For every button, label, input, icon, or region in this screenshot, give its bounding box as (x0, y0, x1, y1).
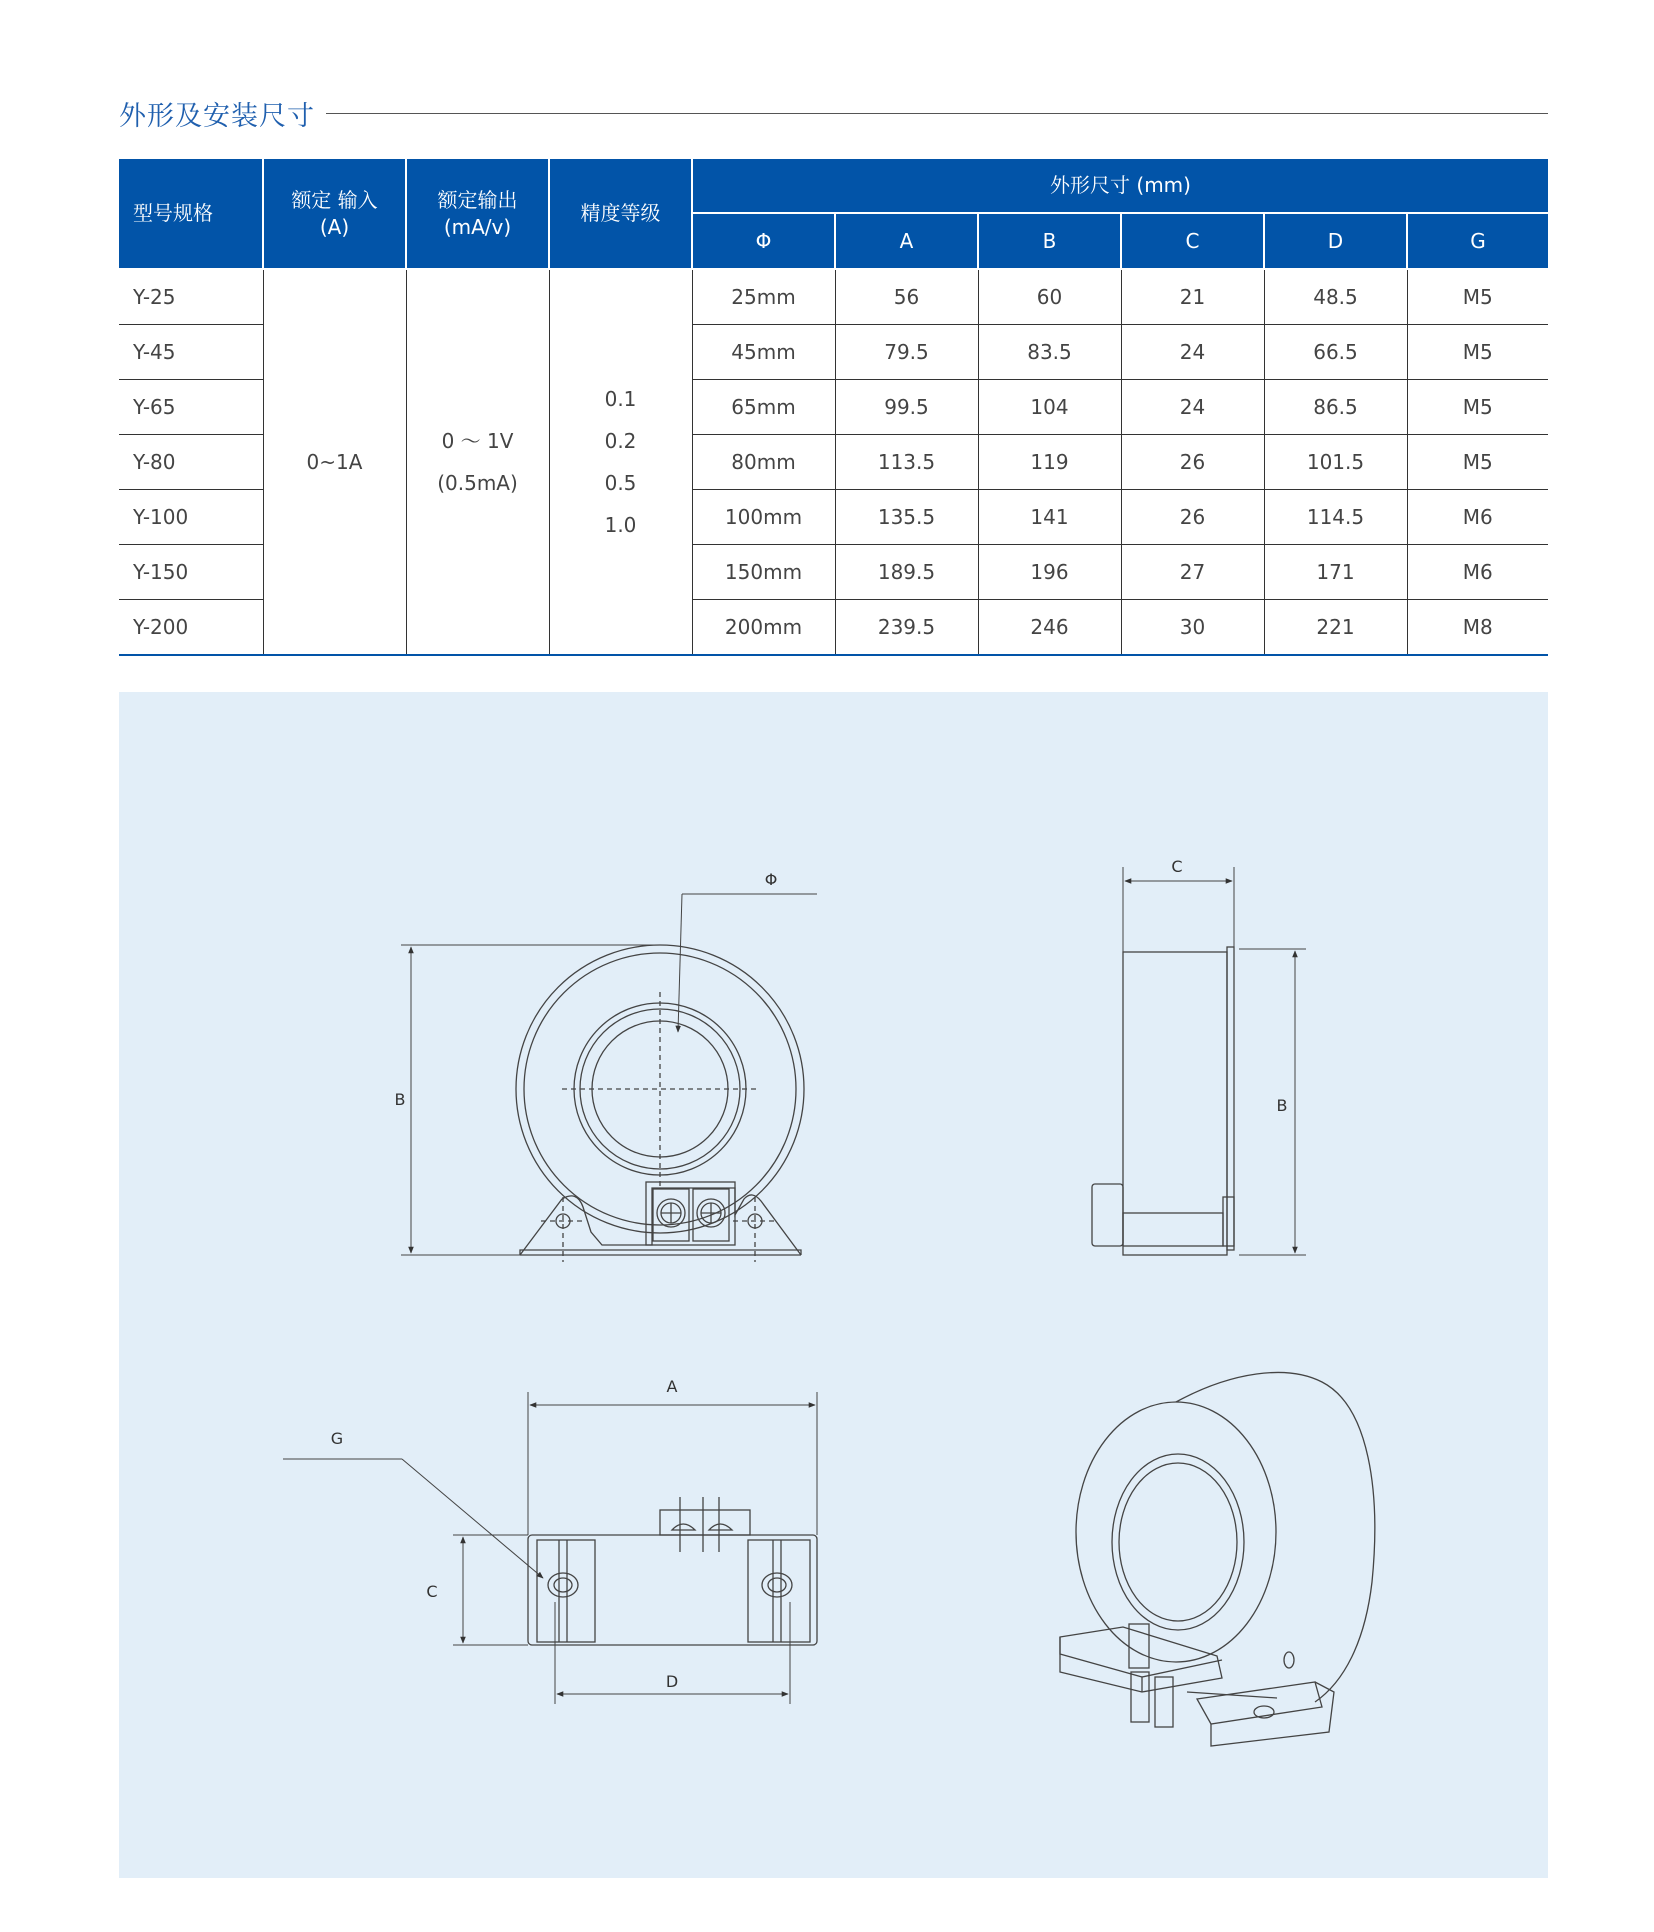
cell-c: 30 (1121, 600, 1264, 656)
cell-d: 114.5 (1264, 490, 1407, 545)
cell-b: 119 (978, 435, 1121, 490)
header-accuracy: 精度等级 (549, 159, 692, 269)
cell-c: 26 (1121, 490, 1264, 545)
cell-g: M6 (1407, 545, 1548, 600)
header-d: D (1264, 213, 1407, 269)
cell-a: 99.5 (835, 380, 978, 435)
cell-d: 66.5 (1264, 325, 1407, 380)
cell-b: 83.5 (978, 325, 1121, 380)
header-model: 型号规格 (119, 159, 263, 269)
cell-d: 101.5 (1264, 435, 1407, 490)
cell-c: 24 (1121, 325, 1264, 380)
cell-d: 48.5 (1264, 269, 1407, 325)
bottom-view (283, 1392, 817, 1704)
cell-model: Y-45 (119, 325, 263, 380)
cell-d: 221 (1264, 600, 1407, 656)
label-c-bottom: C (426, 1582, 438, 1601)
header-g: G (1407, 213, 1548, 269)
cell-a: 56 (835, 269, 978, 325)
header-rated-output: 额定输出 (mA/v) (406, 159, 549, 269)
label-d: D (665, 1672, 679, 1691)
cell-b: 104 (978, 380, 1121, 435)
cell-a: 189.5 (835, 545, 978, 600)
header-b: B (978, 213, 1121, 269)
front-view (401, 894, 817, 1262)
cell-model: Y-100 (119, 490, 263, 545)
header-a: A (835, 213, 978, 269)
cell-phi: 25mm (692, 269, 835, 325)
header-dimensions: 外形尺寸 (mm) (692, 159, 1548, 213)
drawing-panel (119, 692, 1548, 1878)
header-rated-input: 额定 输入 (A) (263, 159, 406, 269)
table-row (119, 269, 1548, 325)
cell-g: M5 (1407, 380, 1548, 435)
cell-g: M5 (1407, 269, 1548, 325)
label-c-side: C (1171, 857, 1183, 876)
isometric-view (1060, 1372, 1375, 1746)
cell-c: 21 (1121, 269, 1264, 325)
header-c: C (1121, 213, 1264, 269)
label-phi: Φ (764, 870, 778, 889)
cell-g: M8 (1407, 600, 1548, 656)
cell-b: 246 (978, 600, 1121, 656)
cell-d: 171 (1264, 545, 1407, 600)
label-b-front: B (394, 1090, 406, 1109)
cell-model: Y-80 (119, 435, 263, 490)
cell-c: 26 (1121, 435, 1264, 490)
cell-g: M6 (1407, 490, 1548, 545)
cell-model: Y-25 (119, 269, 263, 325)
label-a: A (666, 1377, 678, 1396)
cell-rated-output: 0 ～ 1V (0.5mA) (406, 269, 549, 655)
cell-a: 239.5 (835, 600, 978, 656)
title-rule (326, 113, 1548, 114)
cell-g: M5 (1407, 325, 1548, 380)
cell-c: 24 (1121, 380, 1264, 435)
cell-phi: 45mm (692, 325, 835, 380)
side-view (1092, 867, 1306, 1255)
cell-model: Y-65 (119, 380, 263, 435)
cell-c: 27 (1121, 545, 1264, 600)
cell-phi: 80mm (692, 435, 835, 490)
label-b-side: B (1276, 1096, 1288, 1115)
cell-model: Y-150 (119, 545, 263, 600)
cell-a: 113.5 (835, 435, 978, 490)
label-g: G (330, 1429, 344, 1448)
header-phi: Φ (692, 213, 835, 269)
cell-phi: 65mm (692, 380, 835, 435)
dimension-table (119, 159, 1548, 656)
cell-phi: 200mm (692, 600, 835, 656)
cell-b: 141 (978, 490, 1121, 545)
cell-a: 135.5 (835, 490, 978, 545)
cell-b: 196 (978, 545, 1121, 600)
cell-phi: 150mm (692, 545, 835, 600)
cell-model: Y-200 (119, 600, 263, 656)
section-title: 外形及安装尺寸 (119, 101, 315, 132)
cell-g: M5 (1407, 435, 1548, 490)
cell-a: 79.5 (835, 325, 978, 380)
technical-drawings (119, 692, 1548, 1878)
cell-accuracy: 0.1 0.2 0.5 1.0 (549, 269, 692, 655)
cell-rated-input: 0~1A (263, 269, 406, 655)
cell-phi: 100mm (692, 490, 835, 545)
cell-b: 60 (978, 269, 1121, 325)
cell-d: 86.5 (1264, 380, 1407, 435)
